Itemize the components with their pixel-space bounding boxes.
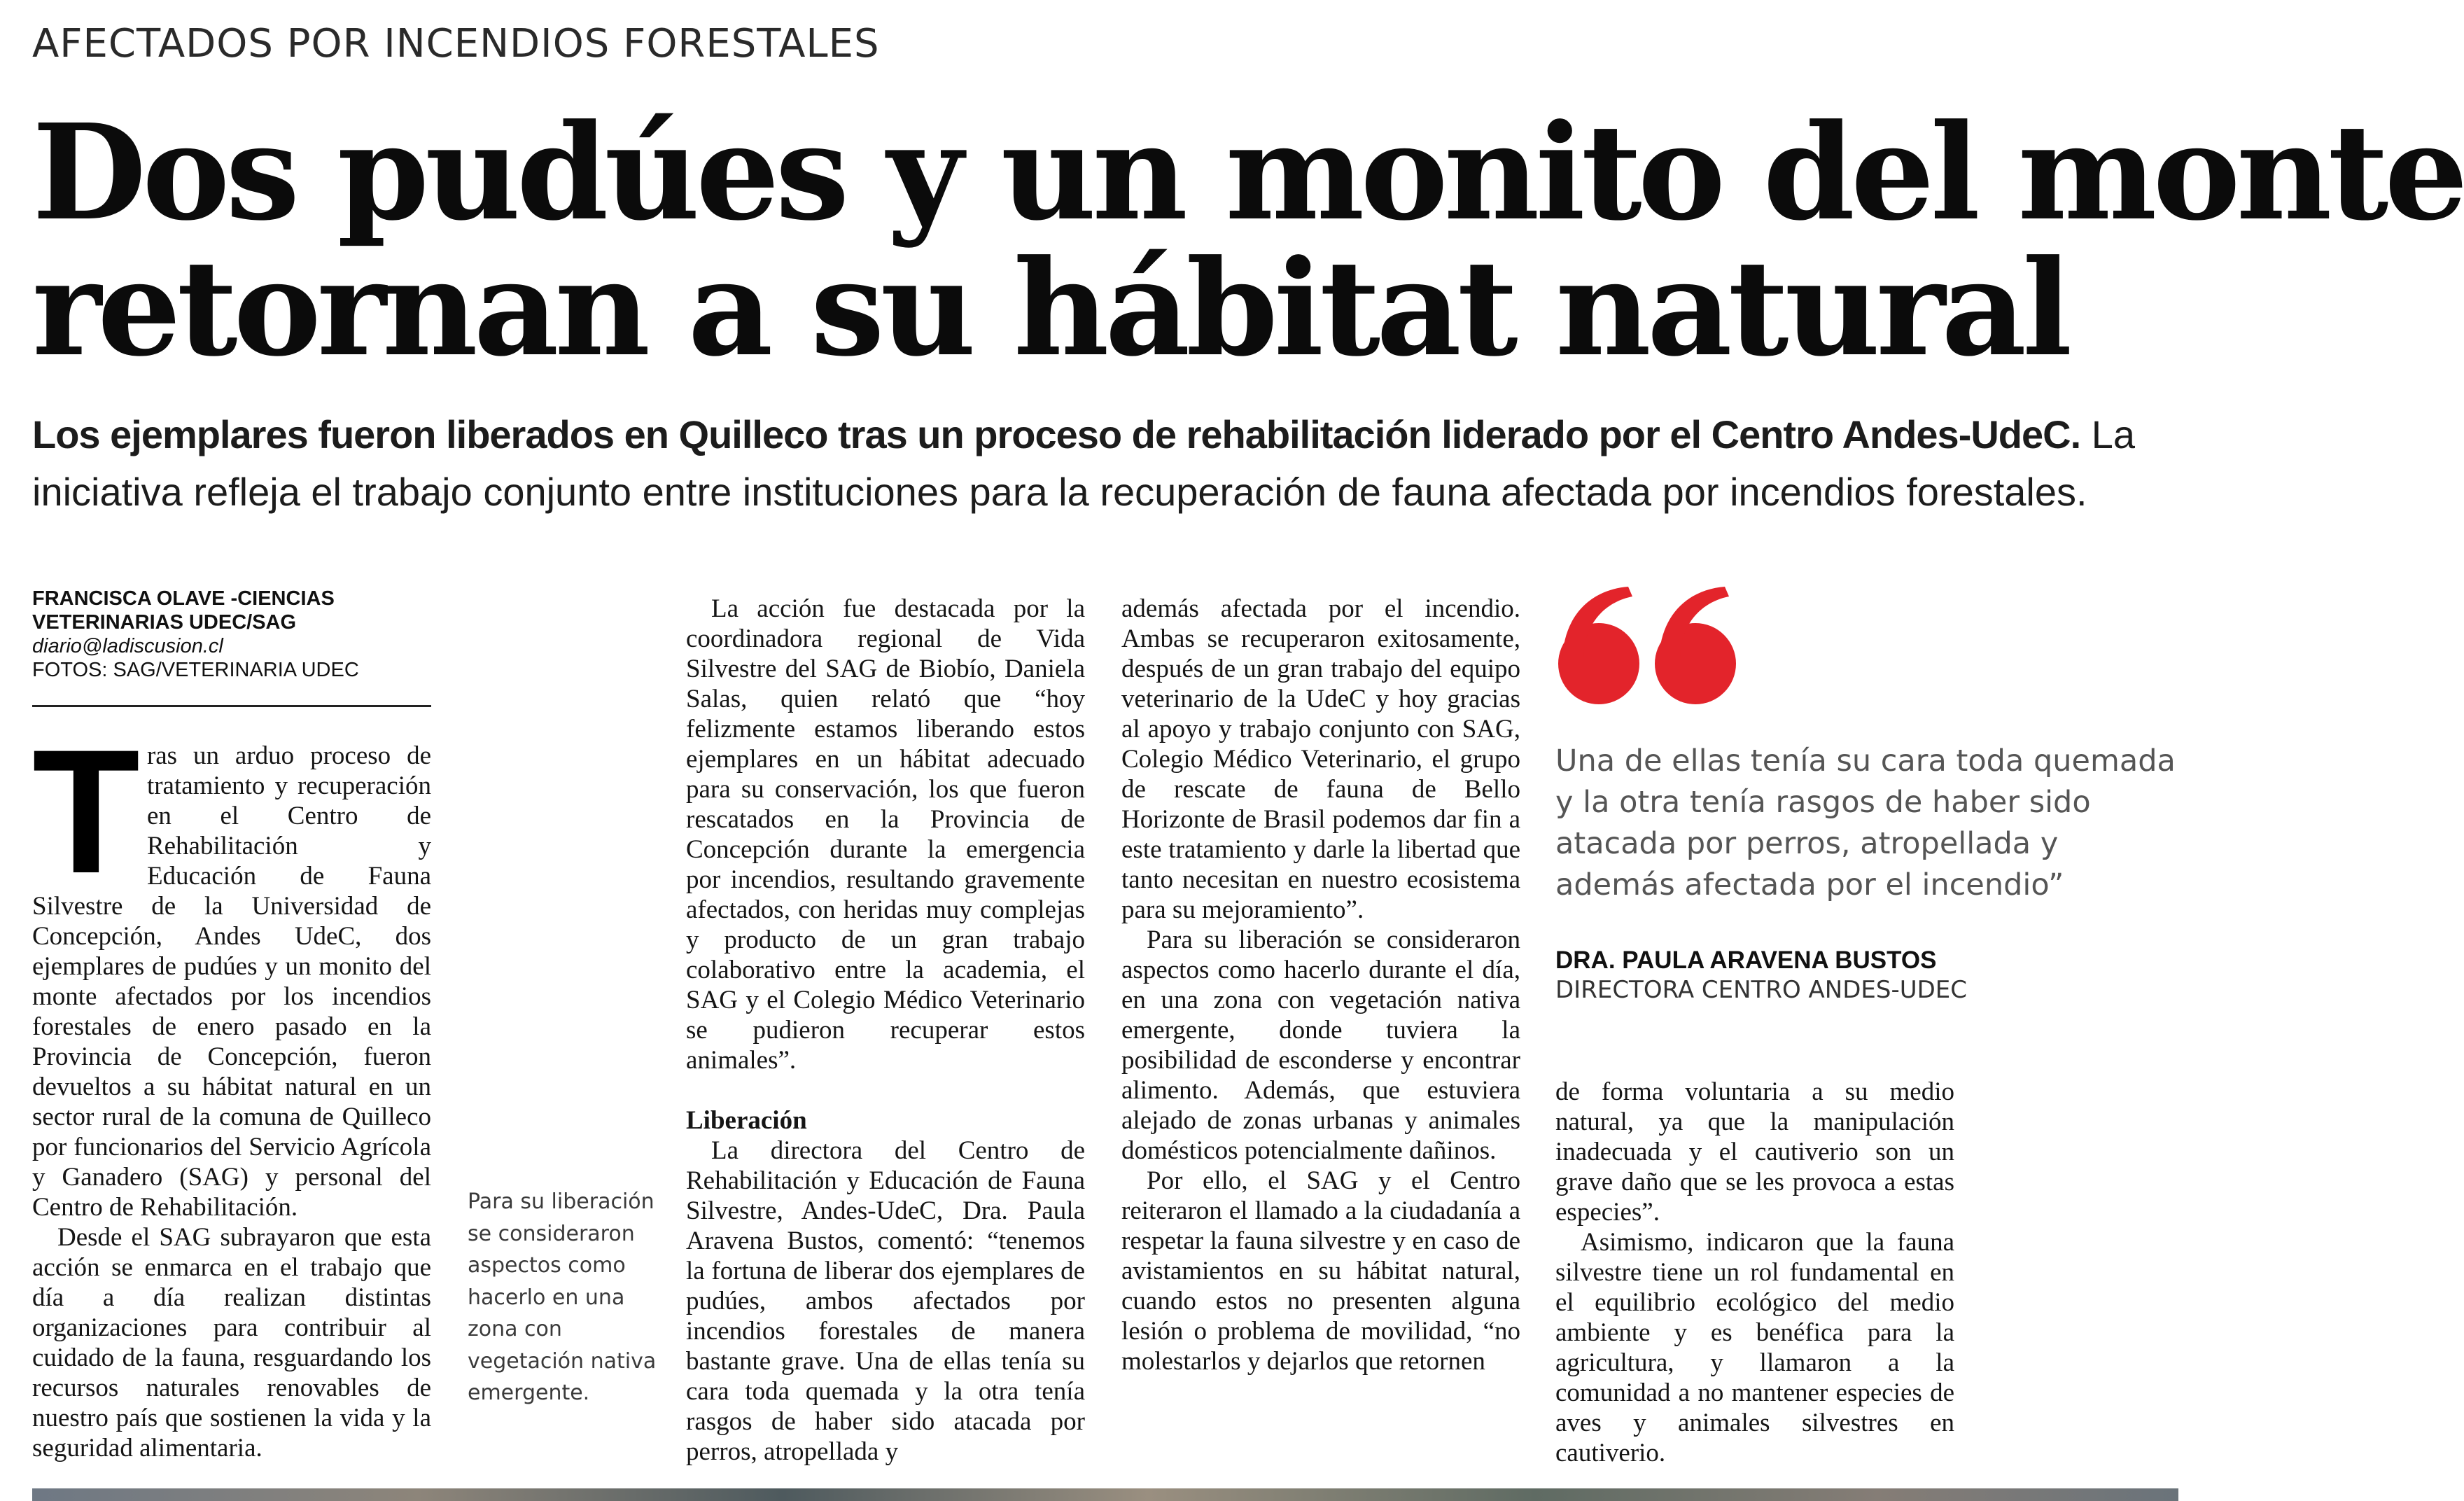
byline-photos: FOTOS: SAG/VETERINARIA UDEC xyxy=(32,659,359,681)
col2-paragraph-1: La acción fue destacada por la coordinadora regional de Vida Silvestre del SAG de Biobío, Daniela Salas, quien relató que “hoy felizmente estamos liberando estos ejemplares en un hábitat adecuado para su conservación, los que fueron rescatados en la Provincia de Concepción durante la emergencia por incendios, resultando gravemente afectados, con heridas muy complejas y producto de un gran trabajo colaborativo entre la academia, el SAG y el Colegio Médico Veterinario se pudieron recuperar estos animales”. xyxy=(686,594,1085,1075)
deck xyxy=(32,406,2188,521)
column-3 xyxy=(1121,594,1520,1376)
col1-paragraph-2: Desde el SAG subrayaron que esta acción se enmarca en el trabajo que día a día realizan distintas organizaciones para contribuir al cuidado de la fauna, resguardando los recursos naturales renovables de nuestro país que sostienen la vida y la seguridad alimentaria. xyxy=(32,1223,431,1462)
pull-quote-text: Una de ellas tenía su cara toda quemada y la otra tenía rasgos de haber sido atacada por perros, atropellada y además afectada por el incendio” xyxy=(1555,743,2176,902)
byline-author: FRANCISCA OLAVE -CIENCIAS VETERINARIAS UDEC/SAG xyxy=(32,587,335,634)
headline xyxy=(32,95,2464,386)
headline-line-2: retornan a su hábitat natural xyxy=(32,231,2068,386)
col4-paragraph-2: Asimismo, indicaron que la fauna silvestre tiene un rol fundamental en el equilibrio ecológico del medio ambiente y es benéfica para la agricultura, y llamaron a la comunidad a no mantener especies de aves y animales silvestres en cautiverio. xyxy=(1555,1228,1954,1467)
photo-caption-sidenote: Para su liberación se consideraron aspectos como hacerlo en una zona con vegetación nativa emergente. xyxy=(468,1189,657,1405)
byline xyxy=(32,587,431,682)
col3-paragraph-3: Por ello, el SAG y el Centro reiteraron el llamado a la ciudadanía a respetar la fauna silvestre y en caso de avistamientos en su hábitat natural, cuando estos no presenten alguna lesión o problema de movilidad, “no molestarlos y dejarlos que retornen xyxy=(1121,1166,1520,1376)
col2-paragraph-2: La directora del Centro de Rehabilitación y Educación de Fauna Silvestre, Andes-UdeC, Dra. Paula Aravena Bustos, comentó: “tenemos la fortuna de liberar dos ejemplares de pudúes, ambos afectados por incendios forestales de manera bastante grave. Una de ellas tenía su cara toda quemada y la otra tenía rasgos de haber sido atacada por perros, atropellada y xyxy=(686,1136,1085,1466)
col4-paragraph-1: de forma voluntaria a su medio natural, ya que la manipulación inadecuada y el cautiverio son un grave daño que se les provoca a estas especies”. xyxy=(1555,1077,1954,1227)
byline-divider xyxy=(32,705,431,707)
column-2 xyxy=(686,594,1085,1467)
pull-quote-role: DIRECTORA CENTRO ANDES-UDEC xyxy=(1555,976,1968,1004)
deck-regular: La iniciativa refleja el trabajo conjunto entre instituciones para la recuperación de fauna afectada por incendios forestales. xyxy=(32,412,2135,514)
drop-cap: T xyxy=(32,713,140,910)
subhead-liberacion: Liberación xyxy=(686,1106,807,1135)
deck-bold: Los ejemplares fueron liberados en Quilleco tras un proceso de rehabilitación liderado por el Centro Andes-UdeC. xyxy=(32,412,2081,456)
col1-paragraph-1: ras un arduo proceso de tratamiento y recuperación en el Centro de Rehabilitación y Educación de Fauna Silvestre de la Universidad de Concepción, Andes UdeC, dos ejemplares de pudúes y un monito del monte afectados por los incendios forestales de enero pasado en la Provincia de Concepción, fueron devueltos a su hábitat natural en un sector rural de la comuna de Quilleco por funcionarios del Servicio Agrícola y Ganadero (SAG) y personal del Centro de Rehabilitación. xyxy=(32,741,431,1222)
pull-quote-name: DRA. PAULA ARAVENA BUSTOS xyxy=(1555,947,1937,974)
open-quote-icon xyxy=(1555,581,1744,707)
col3-paragraph-2: Para su liberación se consideraron aspectos como hacerlo durante el día, en una zona con vegetación nativa emergente, donde tuviera la posibilidad de esconderse y encontrar alimento. Además, que estuviera alejado de zonas urbanas y animales domésticos potencialmente dañinos. xyxy=(1121,926,1520,1165)
byline-email: diario@ladiscusion.cl xyxy=(32,635,223,657)
column-1 xyxy=(32,713,431,1463)
column-4 xyxy=(1555,1077,1954,1468)
col3-paragraph-1: además afectada por el incendio. Ambas se recuperaron exitosamente, después de un gran trabajo del equipo veterinario de la UdeC y hoy gracias al apoyo y trabajo conjunto con SAG, Colegio Médico Veterinario, el grupo de rescate de fauna de Bello Horizonte de Brasil podemos dar fin a este tratamiento y darle la libertad que tanto necesitan en nuestro ecosistema para su mejoramiento”. xyxy=(1121,594,1520,924)
photo-strip xyxy=(32,1488,2178,1501)
section-kicker: AFECTADOS POR INCENDIOS FORESTALES xyxy=(32,21,880,67)
headline-line-1: Dos pudúes y un monito del monte xyxy=(32,95,2464,250)
